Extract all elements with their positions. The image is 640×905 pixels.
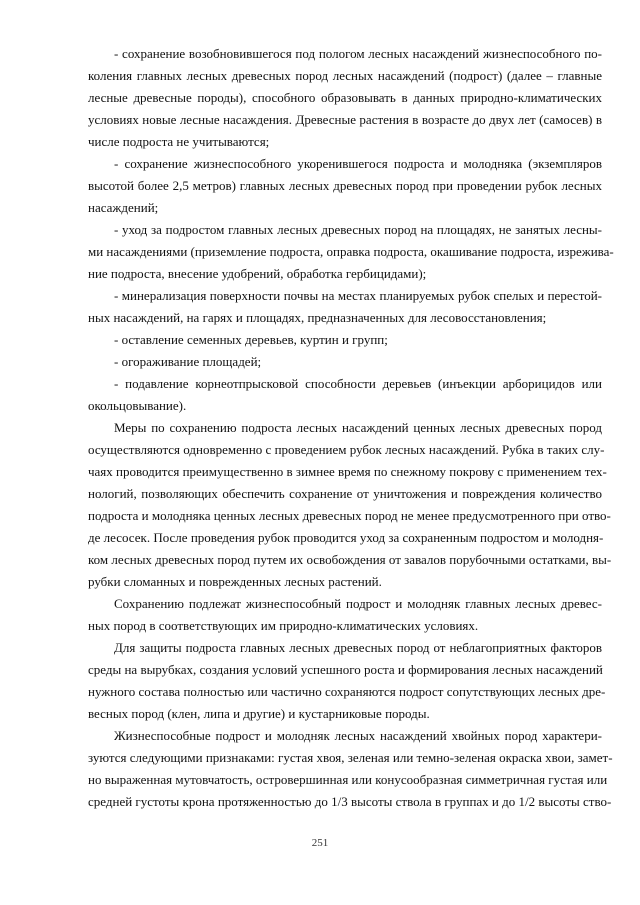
text-line: высотой более 2,5 метров) главных лесных древесных пород при проведении рубок лесных — [88, 178, 602, 193]
text-line: - сохранение возобновившегося под пологом лесных насаждений жизнеспособного по- — [114, 46, 602, 61]
paragraph-conservation-measures — [88, 417, 612, 593]
text-line: ние подроста, внесение удобрений, обработка гербицидами); — [88, 266, 427, 281]
text-line: весных пород (клен, липа и другие) и кустарниковые породы. — [88, 706, 430, 721]
paragraph-subject-to-preservation — [88, 593, 602, 637]
text-line: Сохранению подлежат жизнеспособный подрост и молодняк главных лесных древес- — [114, 596, 602, 611]
text-line: - подавление корнеотпрысковой способности деревьев (инъекции арборицидов или — [114, 376, 602, 391]
paragraph-sprout-suppression — [88, 373, 602, 417]
text-line: среды на вырубках, создания условий успешного роста и формирования лесных насаждений — [88, 662, 603, 677]
text-line: но выраженная мутовчатость, островершинная или конусообразная симметричная густая или — [88, 772, 608, 787]
text-line: лесные древесные породы), способного образовывать в данных природно-климатических — [88, 90, 602, 105]
paragraph-fencing — [88, 351, 602, 373]
text-line: Жизнеспособные подрост и молодняк лесных насаждений хвойных пород характери- — [114, 728, 602, 743]
paragraph-viable-conifer-signs — [88, 725, 613, 813]
paragraph-undergrowth-care — [88, 219, 614, 285]
paragraph-soil-mineralization — [88, 285, 602, 329]
text-line: - оставление семенных деревьев, куртин и групп; — [114, 332, 388, 347]
text-line: окольцовывание). — [88, 398, 187, 413]
text-line: средней густоты крона протяженностью до 1/3 высоты ствола в группах и до 1/2 высоты ство- — [88, 794, 612, 809]
text-line: - огораживание площадей; — [114, 354, 262, 369]
text-line: нужного состава полностью или частично сохраняются подрост сопутствующих лесных дре- — [88, 684, 606, 699]
text-line: коления главных лесных древесных пород лесных насаждений (подрост) (далее – главные — [88, 68, 602, 83]
page-number: 251 — [311, 837, 329, 849]
paragraph-protection-of-undergrowth — [88, 637, 606, 725]
text-line: ных насаждений, на гарях и площадях, предназначенных для лесовосстановления; — [88, 310, 547, 325]
text-line: - минерализация поверхности почвы на местах планируемых рубок спелых и перестой- — [114, 288, 602, 303]
text-line: - уход за подростом главных лесных древесных пород на площадях, не занятых лесны- — [114, 222, 602, 237]
paragraph-preserve-young-growth — [88, 153, 602, 219]
text-line: насаждений; — [88, 200, 159, 215]
text-line: условиях новые лесные насаждения. Древесные растения в возрасте до двух лет (самосев) в — [88, 112, 602, 127]
text-line: ми насаждениями (приземление подроста, оправка подроста, окашивание подроста, изрежива- — [88, 244, 614, 259]
paragraph-seed-trees — [88, 329, 602, 351]
text-line: де лесосек. После проведения рубок проводится уход за сохраненным подростом и молодня- — [88, 530, 604, 545]
paragraph-preserve-undergrowth — [88, 43, 602, 153]
text-line: чаях проводится преимущественно в зимнее время по снежному покрову с применением тех- — [88, 464, 607, 479]
text-line: Меры по сохранению подроста лесных насаждений ценных лесных древесных пород — [114, 420, 602, 435]
text-line: рубки сломанных и поврежденных лесных растений. — [88, 574, 382, 589]
text-line: зуются следующими признаками: густая хвоя, зеленая или темно-зеленая окраска хвои, замет- — [88, 750, 613, 765]
text-line: Для защиты подроста главных лесных древесных пород от неблагоприятных факторов — [114, 640, 602, 655]
text-line: числе подроста не учитываются; — [88, 134, 270, 149]
text-line: осуществляются одновременно с проведением рубок лесных насаждений. Рубка в таких слу- — [88, 442, 605, 457]
text-line: ком лесных древесных пород путем их освобождения от завалов порубочными остатками, вы- — [88, 552, 612, 567]
text-line: - сохранение жизнеспособного укоренившегося подроста и молодняка (экземпляров — [114, 156, 602, 171]
text-line: подроста и молодняка ценных лесных древесных пород не менее предусмотренного при отво- — [88, 508, 611, 523]
text-line: ных пород в соответствующих им природно-климатических условиях. — [88, 618, 479, 633]
text-line: нологий, позволяющих обеспечить сохранение от уничтожения и повреждения количество — [88, 486, 602, 501]
